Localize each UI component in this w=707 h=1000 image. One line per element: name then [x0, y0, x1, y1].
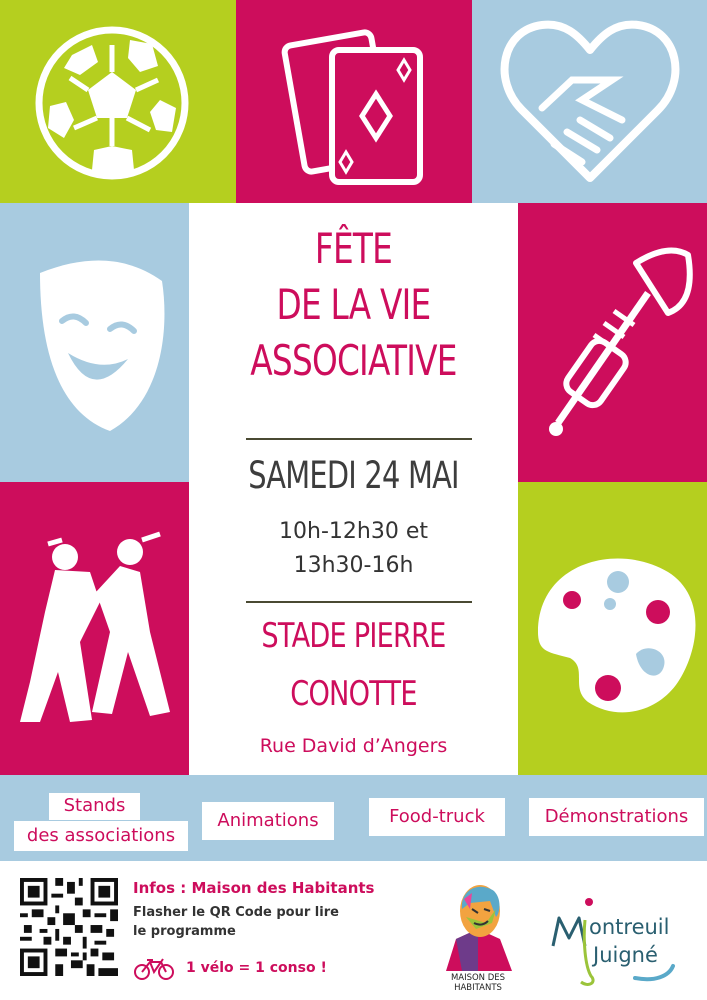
martial-arts-tile: [0, 482, 189, 775]
event-street: Rue David d’Angers: [259, 735, 448, 757]
qr-code-icon[interactable]: [20, 878, 118, 976]
info-title: Infos : Maison des Habitants: [133, 879, 375, 897]
handshake-tile: [472, 0, 707, 203]
cards-tile: [236, 0, 472, 203]
divider-top: [246, 438, 472, 440]
event-panel: [189, 203, 518, 775]
mh-line-1: MAISON DES: [450, 973, 506, 983]
mh-line-2: HABITANTS: [454, 983, 502, 993]
bicycle-icon: [133, 958, 175, 980]
event-hours-line-1: 10h-12h30 et: [279, 519, 428, 544]
event-title-line-3: ASSOCIATIVE: [250, 336, 457, 385]
town-name-part-1: ontreuil: [589, 915, 670, 939]
handshake-heart-icon: [472, 0, 707, 203]
martial-arts-icon: [0, 482, 189, 775]
qr-instruction-line-2: le programme: [133, 924, 236, 939]
divider-bottom: [246, 601, 472, 603]
maison-des-habitants-logo: [436, 879, 520, 971]
event-hours-line-2: 13h30-16h: [293, 553, 414, 578]
event-place-line-1: STADE PIERRE: [261, 616, 446, 656]
playing-cards-icon: [236, 0, 472, 203]
event-title-line-1: FÊTE: [314, 224, 393, 273]
footer: [0, 861, 707, 1000]
soccer-ball-icon: [0, 0, 236, 203]
trumpet-tile: [518, 203, 707, 482]
mask-tile: [0, 203, 189, 482]
chip-stands-line-2: des associations: [14, 821, 188, 851]
chip-demonstrations: Démonstrations: [529, 798, 704, 836]
theater-mask-icon: [0, 203, 189, 482]
event-title-line-2: DE LA VIE: [276, 280, 431, 329]
trumpet-icon: [518, 203, 707, 482]
qr-instruction-line-1: Flasher le QR Code pour lire: [133, 905, 339, 920]
velo-offer: 1 vélo = 1 conso !: [186, 960, 327, 976]
maison-des-habitants-label: [436, 973, 520, 993]
paint-palette-icon: [518, 482, 707, 775]
palette-tile: [518, 482, 707, 775]
event-date: SAMEDI 24 MAI: [248, 454, 459, 497]
chip-food-truck: Food-truck: [369, 798, 505, 836]
town-name-part-2: Juigné: [593, 943, 658, 967]
event-place-line-2: CONOTTE: [290, 674, 417, 714]
activities-band: [0, 775, 707, 861]
chip-stands-line-1: Stands: [49, 793, 140, 820]
chip-animations: Animations: [202, 802, 334, 840]
soccer-tile: [0, 0, 236, 203]
